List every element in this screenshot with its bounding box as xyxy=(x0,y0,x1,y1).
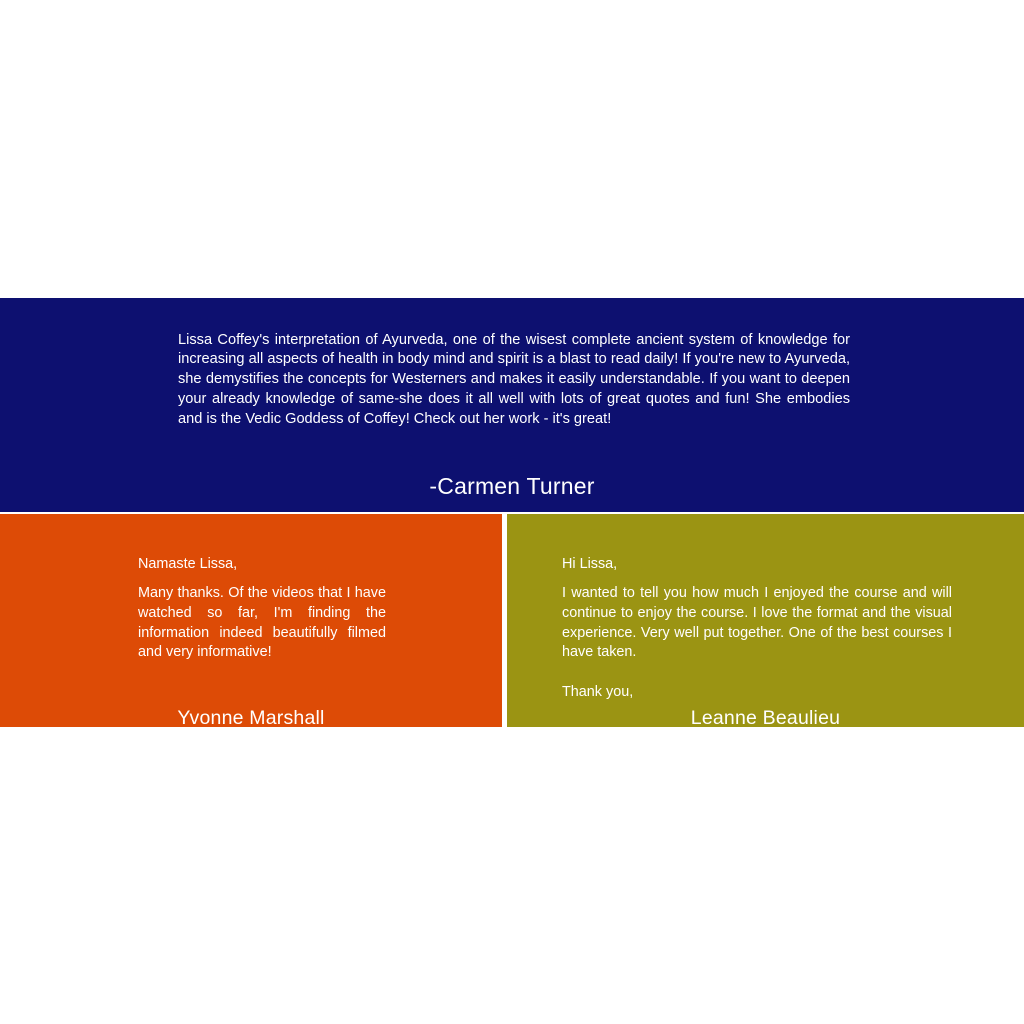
main-testimonial-panel xyxy=(0,298,1024,512)
testimonial-card-leanne-beaulieu xyxy=(507,514,1024,727)
testimonial-greeting: Namaste Lissa, xyxy=(138,556,238,573)
testimonial-signature: Leanne Beaulieu xyxy=(690,706,841,729)
main-testimonial-attribution: -Carmen Turner xyxy=(429,473,595,499)
testimonial-body: Many thanks. Of the videos that I have watched so far, I'm finding the information indeed beautifully filmed and very informative! xyxy=(138,585,386,661)
main-testimonial-quote: Lissa Coffey's interpretation of Ayurveda, one of the wisest complete ancient system of knowledge for increasing all aspects of health in body mind and spirit is a blast to read daily! If you're new to Ayurveda, she demystifies the concepts for Westerners and makes it easily understandable. If you want to deepen your already knowledge of same-she does it all well with lots of great quotes and fun! She embodies and is the Vedic Goddess of Coffey! Check out her work - it's great! xyxy=(178,331,850,427)
testimonial-closing: Thank you, xyxy=(562,684,634,701)
secondary-testimonials xyxy=(0,514,1024,727)
testimonial-body: I wanted to tell you how much I enjoyed the course and will continue to enjoy the course. I love the format and the visual experience. Very well put together. One of the best courses I have taken. xyxy=(562,585,952,661)
testimonial-signature: Yvonne Marshall xyxy=(177,706,325,729)
testimonial-greeting: Hi Lissa, xyxy=(562,556,618,573)
testimonial-card-yvonne-marshall xyxy=(0,514,502,727)
